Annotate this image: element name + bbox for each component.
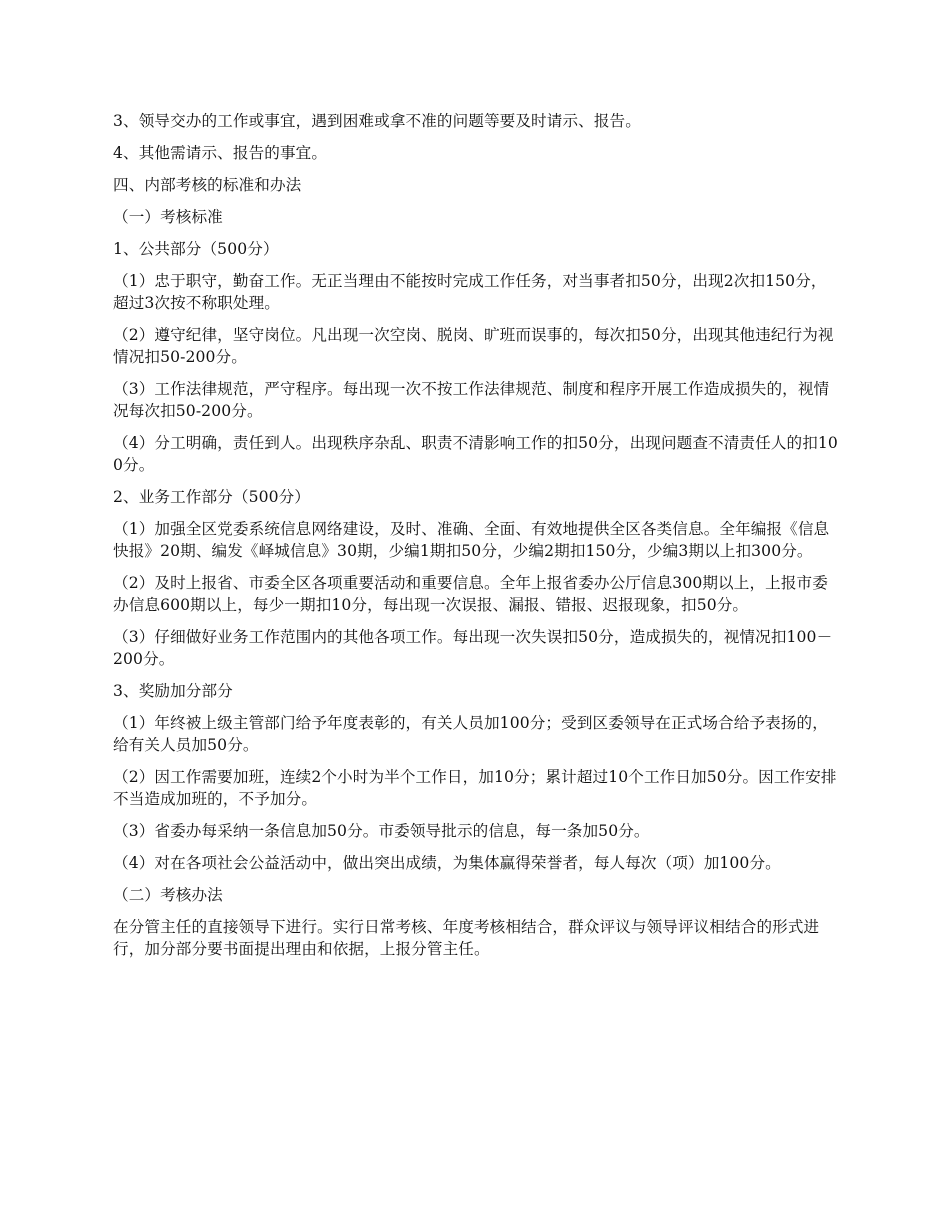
business-rule-3: （3）仔细做好业务工作范围内的其他各项工作。每出现一次失误扣50分，造成损失的，视情况扣100－200分。	[113, 628, 833, 668]
public-rule-2: （2）遵守纪律，坚守岗位。凡出现一次空岗、脱岗、旷班而误事的，每次扣50分，出现其他违纪行为视情况扣50-200分。	[113, 326, 834, 366]
public-part-heading: 1、公共部分（500分）	[113, 240, 279, 258]
business-rule-1: （1）加强全区党委系统信息网络建设，及时、准确、全面、有效地提供全区各类信息。全年编报《信息快报》20期、编发《峄城信息》30期，少编1期扣50分，少编2期扣150分，少编3期以上扣300分。	[113, 520, 830, 560]
public-rule-1: （1）忠于职守，勤奋工作。无正当理由不能按时完成工作任务，对当事者扣50分，出现2次扣150分，超过3次按不称职处理。	[113, 272, 827, 312]
public-rule-3: （3）工作法律规范，严守程序。每出现一次不按工作法律规范、制度和程序开展工作造成损失的，视情况每次扣50-200分。	[113, 380, 830, 420]
section-4-heading: 四、内部考核的标准和办法	[113, 176, 302, 194]
public-rule-4: （4）分工明确，责任到人。出现秩序杂乱、职责不清影响工作的扣50分，出现问题查不清责任人的扣100分。	[113, 434, 838, 474]
document-page	[113, 110, 838, 970]
bonus-part-heading: 3、奖励加分部分	[113, 682, 233, 700]
bonus-rule-4: （4）对在各项社会公益活动中，做出突出成绩，为集体赢得荣誉者，每人每次（项）加100分。	[113, 854, 781, 872]
subsection-2-heading: （二）考核办法	[113, 886, 223, 904]
item-3-leader-assigned: 3、领导交办的工作或事宜，遇到困难或拿不准的问题等要及时请示、报告。	[113, 112, 641, 130]
bonus-rule-1: （1）年终被上级主管部门给予年度表彰的，有关人员加100分；受到区委领导在正式场合给予表扬的，给有关人员加50分。	[113, 714, 828, 754]
item-4-other-matters: 4、其他需请示、报告的事宜。	[113, 144, 328, 162]
subsection-1-heading: （一）考核标准	[113, 208, 223, 226]
assessment-method-text: 在分管主任的直接领导下进行。实行日常考核、年度考核相结合，群众评议与领导评议相结合的形式进行，加分部分要书面提出理由和依据，上报分管主任。	[113, 918, 820, 958]
bonus-rule-3: （3）省委办每采纳一条信息加50分。市委领导批示的信息，每一条加50分。	[113, 822, 650, 840]
bonus-rule-2: （2）因工作需要加班，连续2个小时为半个工作日，加10分；累计超过10个工作日加50分。因工作安排不当造成加班的，不予加分。	[113, 768, 837, 808]
business-part-heading: 2、业务工作部分（500分）	[113, 488, 311, 506]
business-rule-2: （2）及时上报省、市委全区各项重要活动和重要信息。全年上报省委办公厅信息300期以上，上报市委办信息600期以上，每少一期扣10分，每出现一次误报、漏报、错报、迟报现象，扣50分。	[113, 574, 828, 614]
